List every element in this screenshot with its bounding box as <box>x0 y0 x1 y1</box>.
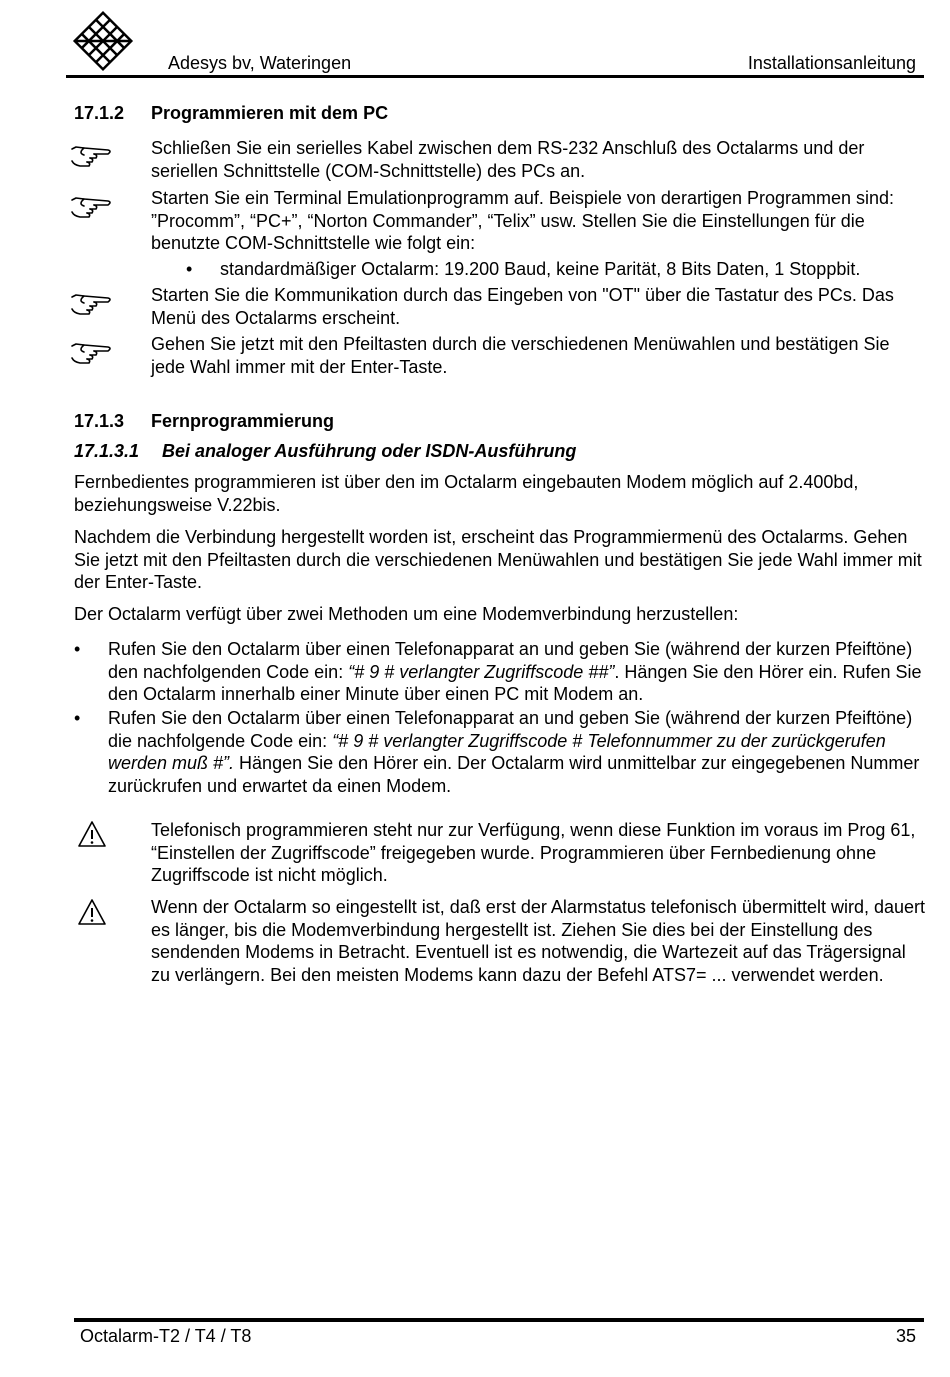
footer-product: Octalarm-T2 / T4 / T8 <box>80 1326 252 1346</box>
pointing-hand-icon <box>70 338 114 366</box>
bullet-item <box>108 707 926 797</box>
section-title: Programmieren mit dem PC <box>151 103 389 123</box>
warning-paragraph: Wenn der Octalarm so eingestellt ist, daß erst der Alarmstatus telefonisch übermittelt wird, dauert es länger, bis die Modemverbindung hergestellt ist. Ziehen Sie dies bei der Einstellung des sendenden Modems in Betracht. Eventuell ist es notwendig, die Wartezeit auf das Trägersignal zu verlängern. Bei den meisten Modems kann dazu der Befehl ATS7= ... verwendet werden. <box>151 897 925 985</box>
footer-rule <box>74 1318 924 1322</box>
warning-paragraph: Telefonisch programmieren steht nur zur Verfügung, wenn diese Funktion im voraus im Prog 61, “Einstellen der Zugriffscode” freigegeben wurde. Programmieren über Fernbedienung ohne Zugriffscode ist nicht möglich. <box>151 820 916 886</box>
section-number: 17.1.2 <box>74 103 125 123</box>
pointing-hand-icon <box>70 141 114 169</box>
bullet-dot: • <box>74 708 81 728</box>
step-paragraph: Schließen Sie ein serielles Kabel zwischen dem RS-232 Anschluß des Octalarms und der seriellen Schnittstelle (COM-Schnittstelle) des PCs an. <box>151 138 865 181</box>
section-title: Fernprogrammierung <box>151 411 335 431</box>
section-heading-17-1-2 <box>74 103 388 124</box>
pointing-hand-icon <box>70 192 114 220</box>
header-doc-type: Installationsanleitung <box>747 53 916 73</box>
bullet-text: Hängen Sie den Hörer ein. Der Octalarm wird unmittelbar zur eingegebenen Nummer zurückrufen und erwartet da einen Modem. <box>108 753 920 796</box>
paragraph: Nachdem die Verbindung hergestellt worden ist, erscheint das Programmiermenü des Octalarms. Gehen Sie jetzt mit den Pfeiltasten durch die verschiedenen Menüwahlen und bestätigen Sie jede Wahl immer mit der Enter-Taste. <box>74 527 922 593</box>
section-number: 17.1.3.1 <box>74 441 140 461</box>
bullet-item <box>108 638 926 706</box>
pointing-hand-icon <box>70 289 114 317</box>
section-number: 17.1.3 <box>74 411 125 431</box>
section-heading-17-1-3 <box>74 411 334 432</box>
header-rule <box>66 75 924 78</box>
paragraph: Fernbedientes programmieren ist über den im Octalarm eingebauten Modem möglich auf 2.400bd, beziehungsweise V.22bis. <box>74 472 859 515</box>
page-number: 35 <box>895 1326 916 1346</box>
step-paragraph: Gehen Sie jetzt mit den Pfeiltasten durch die verschiedenen Menüwahlen und bestätigen Sie jede Wahl immer mit der Enter-Taste. <box>151 334 890 377</box>
access-code: “# 9 # verlangter Zugriffscode ##” <box>348 661 615 682</box>
adesys-logo-icon <box>70 8 136 74</box>
header-company: Adesys bv, Wateringen <box>168 53 352 73</box>
bullet-text: Rufen Sie den Octalarm über einen Telefonapparat an und geben Sie (während der kurzen Pfeiftöne) die nachfolgende Code ein: <box>108 708 913 751</box>
section-heading-17-1-3-1 <box>74 441 576 462</box>
bullet-item: standardmäßiger Octalarm: 19.200 Baud, keine Parität, 8 Bits Daten, 1 Stoppbit. <box>220 259 861 279</box>
warning-triangle-icon <box>77 820 107 848</box>
bullet-dot: • <box>186 259 193 279</box>
bullet-text: Rufen Sie den Octalarm über einen Telefonapparat an und geben Sie (während der kurzen Pfeiftöne) den nachfolgenden Code ein: <box>108 639 913 682</box>
paragraph: Der Octalarm verfügt über zwei Methoden um eine Modemverbindung herzustellen: <box>74 604 739 624</box>
section-title: Bei analoger Ausführung oder ISDN-Ausführung <box>162 441 577 461</box>
warning-triangle-icon <box>77 898 107 926</box>
step-paragraph: Starten Sie die Kommunikation durch das Eingeben von "OT" über die Tastatur des PCs. Das Menü des Octalarms erscheint. <box>151 285 894 328</box>
bullet-dot: • <box>74 639 81 659</box>
bullet-text: . Hängen Sie den Hörer ein. Rufen Sie den Octalarm innerhalb einer Minute über einen PC mit Modem an. <box>108 661 922 705</box>
access-code: “# 9 # verlangter Zugriffscode # Telefonnummer zu der zurückgerufen werden muß #”. <box>108 730 886 774</box>
step-paragraph: Starten Sie ein Terminal Emulationprogramm auf. Beispiele von derartigen Programmen sind: ”Procomm”, “PC+”, “Norton Commander”, “Telix” usw. Stellen Sie die Einstellungen für die benutzte COM-Schnittstelle wie folgt ein: <box>151 188 895 254</box>
